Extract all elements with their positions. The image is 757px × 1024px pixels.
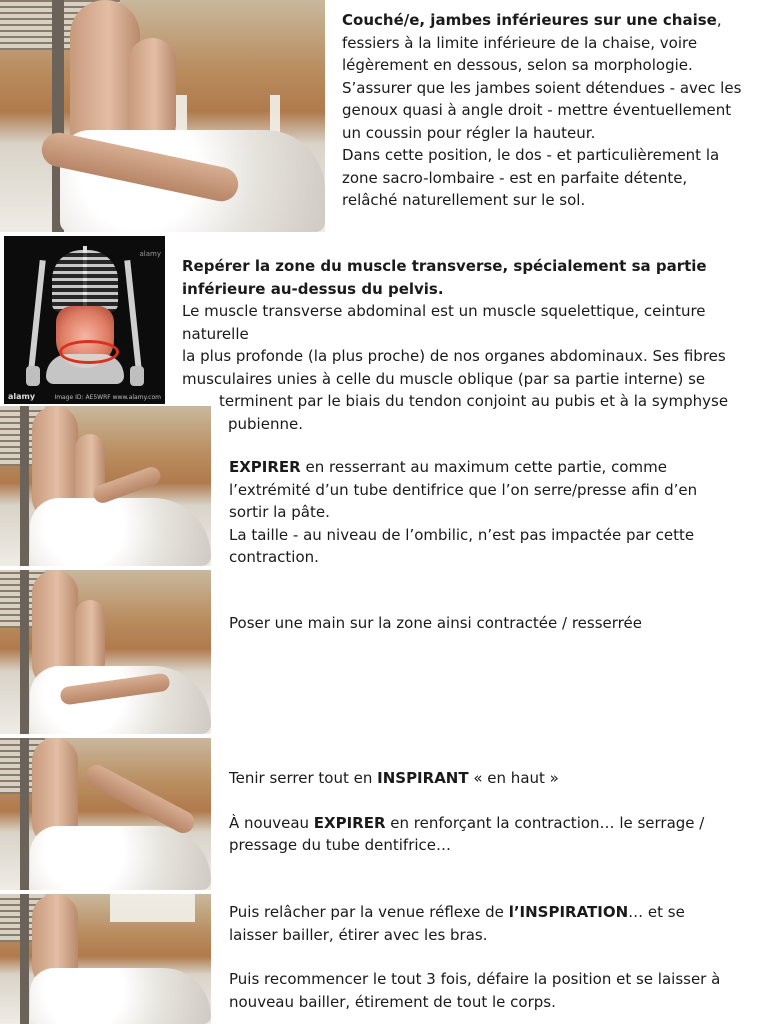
- photo-release-stretch: [0, 894, 211, 1024]
- section-2-heading: [182, 255, 742, 300]
- section-4-text: [229, 612, 724, 635]
- paragraph-text: « en haut »: [468, 769, 559, 787]
- spacer: [229, 790, 729, 812]
- bold-word: INSPIRANT: [377, 769, 469, 787]
- heading: [182, 255, 742, 300]
- dress: [30, 666, 211, 734]
- line: pubienne.: [228, 414, 303, 433]
- section-5-text: [229, 767, 729, 857]
- section-6-text: [229, 901, 734, 1013]
- section-2-body: [182, 300, 757, 435]
- photo-lying-legs-on-chair: [0, 0, 325, 232]
- paragraph-text: en renforçant la contraction… le serrage / pressage du tube dentifrice…: [229, 813, 705, 854]
- rib-cage: [52, 250, 118, 312]
- paragraph: [229, 456, 724, 524]
- dress: [30, 498, 211, 566]
- window-pane: [110, 894, 195, 922]
- paragraph: Dans cette position, le dos - et particulièrement la zone sacro-lombaire - est en parfaite détente, relâché naturellement sur le sol.: [342, 146, 720, 209]
- line: Le muscle transverse abdominal est un muscle squelettique, ceinture naturelle: [182, 302, 706, 343]
- paragraph: Poser une main sur la zone ainsi contractée / resserrée: [229, 614, 642, 632]
- line: la plus profonde (la plus proche) de nos organes abdominaux. Ses fibres: [182, 347, 726, 365]
- section-1-text: [342, 9, 747, 212]
- bold-word: EXPIRER: [313, 813, 386, 832]
- photo-exhale-contract: [0, 406, 211, 566]
- heading-text: Repérer la zone du muscle transverse, spécialement sa partie inférieure au-dessus du pelvis.: [182, 257, 707, 298]
- bold-lead: Couché/e, jambes inférieures sur une chaise: [342, 11, 717, 29]
- bold-lead: EXPIRER: [229, 458, 301, 476]
- paragraph-text: , fessiers à la limite inférieure de la chaise, voire légèrement en dessous, selon sa morphologie.: [342, 11, 722, 74]
- chair-leg: [20, 570, 29, 734]
- chair-leg: [20, 738, 29, 890]
- chair-leg: [20, 406, 29, 566]
- line: terminent par le biais du tendon conjoint au pubis et à la symphyse: [219, 392, 729, 410]
- paragraph: [229, 767, 729, 790]
- paragraph: [229, 812, 729, 857]
- photo-inhale-hold: [0, 738, 211, 890]
- paragraph-text: À nouveau: [229, 813, 314, 832]
- hand-bone: [26, 366, 40, 386]
- paragraph-text: … et se laisser bailler, étirer avec les bras.: [229, 903, 685, 944]
- dress: [30, 826, 211, 890]
- paragraph-text: Puis relâcher par la venue réflexe de: [229, 903, 509, 921]
- line: musculaires unies à celle du muscle oblique (par sa partie interne) se: [182, 369, 706, 388]
- watermark-id: Image ID: AE5WRF www.alamy.com: [54, 394, 161, 401]
- chair-leg: [20, 894, 29, 1024]
- paragraph: [342, 9, 747, 77]
- paragraph: Puis recommencer le tout 3 fois, défaire la position et se laisser à nouveau bailler, étirement de tout le corps.: [229, 970, 721, 1011]
- highlight-ring: [59, 340, 119, 364]
- hand-bone: [130, 366, 144, 386]
- section-3-text: [229, 456, 724, 569]
- watermark-top: alamy: [139, 250, 161, 258]
- arm-bone: [124, 260, 141, 370]
- transverse-abdominis-anatomy: [4, 236, 165, 404]
- photo-hand-on-zone: [0, 570, 211, 734]
- dress: [30, 968, 211, 1024]
- spacer: [229, 946, 734, 968]
- arm-bone: [28, 260, 45, 370]
- paragraph: La taille - au niveau de l’ombilic, n’est pas impactée par cette contraction.: [229, 525, 695, 566]
- paragraph: S’assurer que les jambes soient détendues - avec les genoux quasi à angle droit - mettre éventuellement un coussin pour régler la hauteur.: [342, 78, 742, 142]
- paragraph-text: en resserrant au maximum cette partie, comme l’extrémité d’un tube dentifrice que l’on serre/presse afin d’en sortir la pâte.: [229, 458, 698, 521]
- bold-word: l’INSPIRATION: [508, 903, 629, 921]
- paragraph-text: Tenir serrer tout en: [229, 769, 378, 787]
- watermark-logo: alamy: [8, 392, 36, 401]
- paragraph: [229, 901, 734, 946]
